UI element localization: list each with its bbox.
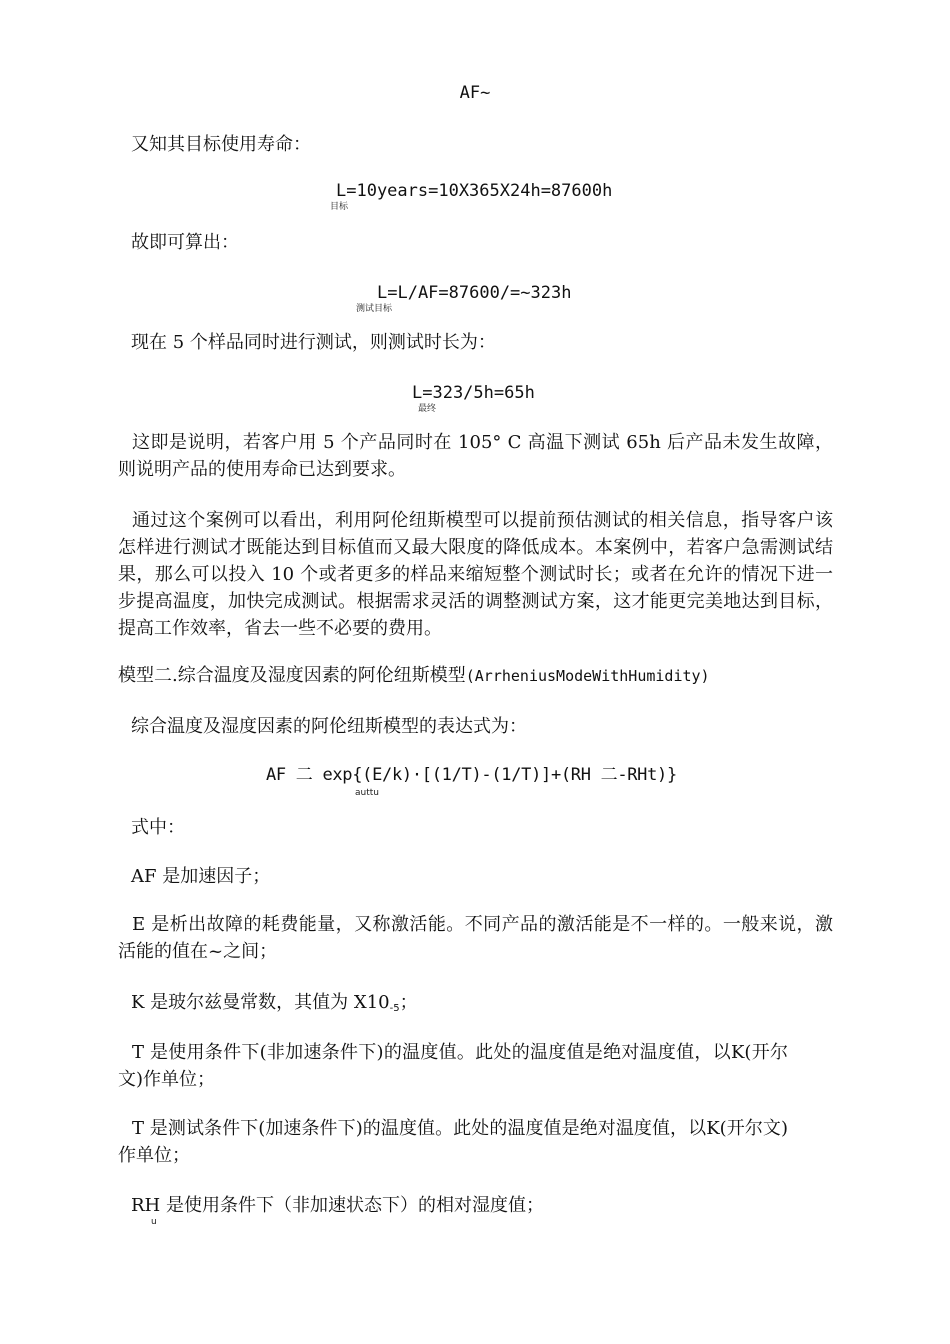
- case-paragraph: 通过这个案例可以看出，利用阿伦纽斯模型可以提前预估测试的相关信息，指导客户该怎样进行测试才既能达到目标值而又最大限度的降低成本。本案例中，若客户急需测试结果，那么可以投入 10 个或者更多的样品来缩短整个测试时长；或者在允许的情况下进一步提高温度，加快完成测试。根据需求灵活的调整测试方案，这才能更完美地达到目标，提高工作效率，省去一些不必要的费用。: [118, 510, 833, 639]
- expression-intro: 综合温度及湿度因素的阿伦纽斯模型的表达式为：: [131, 716, 527, 737]
- test-target-subscript: 测试目标: [356, 304, 393, 314]
- target-life-intro: 又知其目标使用寿命：: [131, 134, 311, 155]
- final-subscript: 最终: [418, 404, 437, 414]
- model2-heading-en: (ArrheniusModeWithHumidity): [465, 667, 710, 685]
- definition-rh-subscript: u: [151, 1217, 157, 1227]
- expression-formula: AF 二 exp{(E/k)·[(1/T)-(1/T)]+(RH 二-RHt)}: [266, 765, 677, 785]
- model2-heading-cn: 模型二.综合温度及湿度因素的阿伦纽斯模型: [118, 665, 466, 686]
- definition-e: E 是析出故障的耗费能量，又称激活能。不同产品的激活能是不一样的。一般来说，激活能的值在~之间；: [118, 914, 833, 962]
- definition-k: [131, 989, 418, 1022]
- definition-k-main: K 是玻尔兹曼常数，其值为 X10: [131, 992, 390, 1013]
- definition-t-use: T 是使用条件下(非加速条件下)的温度值。此处的温度值是绝对温度值，以K(开尔文)作单位；: [118, 1042, 788, 1090]
- definition-k-end: ；: [399, 992, 418, 1013]
- samples-intro: 现在 5 个样品同时进行测试，则测试时长为：: [131, 332, 496, 353]
- where-label: 式中：: [131, 817, 185, 838]
- expression-subscript: auttu: [355, 788, 379, 798]
- af-formula-top: AF~: [459, 83, 491, 103]
- test-target-formula: L=L/AF=87600/=~323h: [377, 283, 572, 303]
- model2-heading: [118, 662, 710, 690]
- final-formula: L=323/5h=65h: [412, 383, 535, 403]
- calc-intro: 故即可算出：: [131, 232, 239, 253]
- definition-t-test: T 是测试条件下(加速条件下)的温度值。此处的温度值是绝对温度值，以K(开尔文)作单位；: [118, 1118, 788, 1166]
- definition-k-exponent: -5: [389, 1003, 400, 1014]
- target-life-formula: L=10years=10X365X24h=87600h: [336, 181, 613, 201]
- definition-rh: RH 是使用条件下（非加速状态下）的相对湿度值；: [131, 1195, 544, 1216]
- target-life-subscript: 目标: [330, 202, 349, 212]
- conclusion-paragraph: 这即是说明，若客户用 5 个产品同时在 105° C 高温下测试 65h 后产品未发生故障，则说明产品的使用寿命已达到要求。: [118, 432, 833, 480]
- definition-af: AF 是加速因子；: [131, 866, 271, 887]
